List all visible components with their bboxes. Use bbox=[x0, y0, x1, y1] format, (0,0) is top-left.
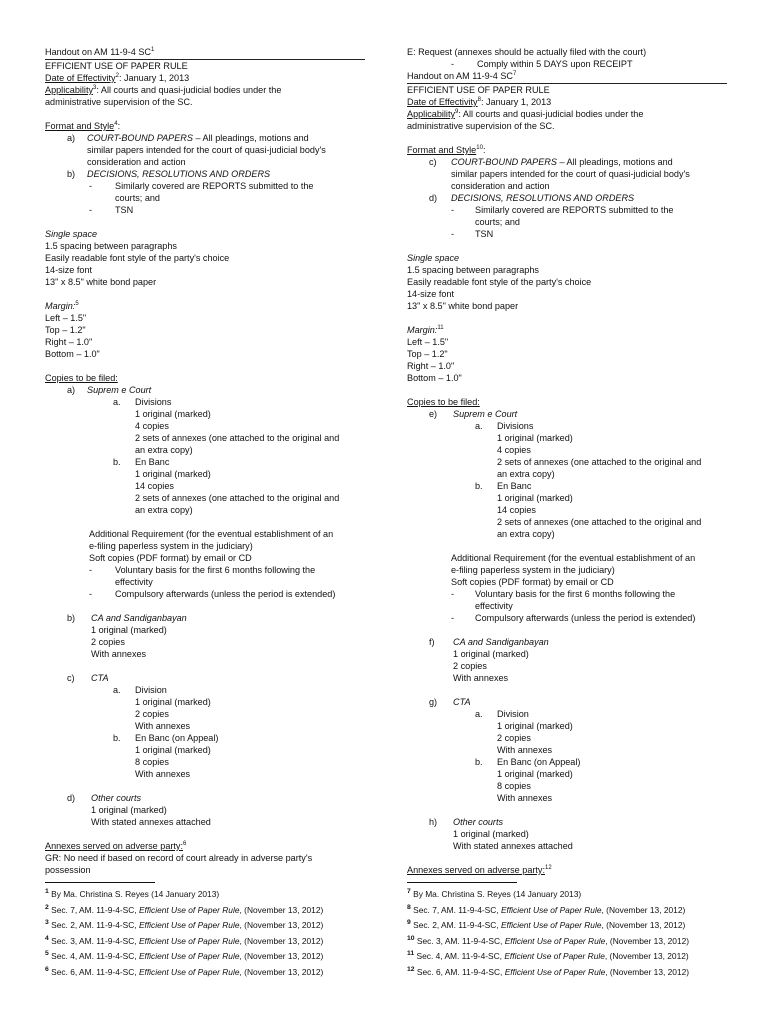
footnote-date: , (November 13, 2012) bbox=[604, 951, 689, 961]
applicability-line: Applicability$^9$: All courts and quasi-judicial bodies under the bbox=[407, 108, 644, 119]
single-space-heading: Single space bbox=[45, 229, 98, 239]
bullet-item: - TSN bbox=[89, 205, 134, 215]
detail-line: 2 sets of annexes (one attached to the original and bbox=[135, 493, 340, 503]
footnote-text: Sec. 4, AM. 11-9-4-SC, bbox=[51, 951, 139, 961]
format-rule: 13" x 8.5" white bond paper bbox=[45, 277, 157, 287]
bullet-item-cont: effectivity bbox=[115, 577, 153, 587]
detail-line: 1 original (marked) bbox=[91, 625, 167, 635]
footnote-number: 4 bbox=[45, 934, 49, 942]
footnote-text: Sec. 6, AM. 11-9-4-SC, bbox=[416, 966, 505, 977]
footnote-text: Sec. 3, AM. 11-9-4-SC, bbox=[416, 935, 505, 946]
footnote-separator bbox=[407, 882, 517, 883]
footnote-ref: 6 bbox=[183, 840, 187, 847]
detail-line: With annexes bbox=[91, 649, 147, 659]
bullet-item: - Voluntary basis for the first 6 months following the bbox=[451, 589, 676, 599]
detail-line: an extra copy) bbox=[497, 469, 555, 479]
effectivity-line: Date of Effectivity$^2$: January 1, 2013 bbox=[45, 72, 190, 83]
footnote-title: Efficient Use of Paper Rule bbox=[138, 904, 240, 915]
right-column bbox=[407, 46, 727, 980]
left-column bbox=[45, 46, 365, 980]
format-item-a: a) COURT-BOUND PAPERS – All pleadings, motions and bbox=[67, 133, 309, 143]
sub-item: a. Divisions bbox=[113, 397, 172, 407]
detail-line: 2 sets of annexes (one attached to the original and bbox=[135, 433, 340, 443]
applicability-line-2: administrative supervision of the SC. bbox=[407, 121, 555, 131]
footnote-ref: 11 bbox=[437, 324, 444, 331]
single-space-heading: Single space bbox=[407, 253, 460, 263]
footnote bbox=[45, 949, 365, 965]
footnote-text: Sec. 7, AM. 11-9-4-SC, bbox=[51, 904, 139, 915]
bullet-item-cont: courts; and bbox=[475, 217, 520, 227]
format-item-b: b) DECISIONS, RESOLUTIONS AND ORDERS bbox=[67, 169, 271, 179]
footnote-date: , (November 13, 2012) bbox=[601, 920, 686, 930]
footnote-title: Efficient Use of Paper Rule bbox=[504, 966, 606, 977]
footnotes bbox=[407, 887, 727, 980]
copies-heading: Copies to be filed: bbox=[407, 397, 480, 407]
format-rule: 13" x 8.5" white bond paper bbox=[407, 301, 519, 311]
footnote-ref: 1 bbox=[151, 46, 155, 53]
detail-line: an extra copy) bbox=[135, 445, 193, 455]
footnote-number: 9 bbox=[407, 919, 411, 927]
court-item: g) CTA bbox=[429, 697, 471, 707]
detail-line: 14 copies bbox=[135, 481, 174, 491]
sub-item: a. Division bbox=[475, 709, 529, 719]
detail-line: 14 copies bbox=[497, 505, 536, 515]
footnote bbox=[407, 887, 727, 903]
footnote-title: Efficient Use of Paper Rule bbox=[138, 920, 240, 930]
footnote-title: Efficient Use of Paper Rule bbox=[504, 951, 605, 961]
footnote-date: , (November 13, 2012) bbox=[239, 920, 324, 930]
footnote bbox=[45, 918, 365, 934]
detail-line: 1 original (marked) bbox=[453, 829, 529, 839]
footnote-number: 8 bbox=[407, 903, 411, 911]
detail-line: With annexes bbox=[135, 721, 191, 731]
footnote-text: Sec. 2, AM. 11-9-4-SC, bbox=[51, 920, 139, 930]
footnote bbox=[45, 887, 365, 903]
court-item: h) Other courts bbox=[429, 817, 504, 827]
court-item: e) Suprem e Court bbox=[429, 409, 518, 419]
footnote bbox=[407, 965, 727, 981]
applicability-line-2: administrative supervision of the SC. bbox=[45, 97, 193, 107]
detail-line: an extra copy) bbox=[497, 529, 555, 539]
footnote-number: 2 bbox=[45, 903, 49, 911]
format-rule: 1.5 spacing between paragraphs bbox=[45, 241, 177, 251]
footnote-date: , (November 13, 2012) bbox=[239, 951, 324, 961]
additional-requirement: e-filing paperless system in the judiciary) bbox=[89, 541, 253, 551]
general-rule: GR: No need if based on record of court already in adverse party's bbox=[45, 853, 313, 863]
detail-line: 2 copies bbox=[497, 733, 531, 743]
format-rule: 1.5 spacing between paragraphs bbox=[407, 265, 539, 275]
applicability-line: Applicability$^3$: All courts and quasi-judicial bodies under the bbox=[45, 84, 282, 95]
footnote-number: 6 bbox=[45, 965, 49, 973]
format-heading: Format and Style$^{10}$: bbox=[407, 144, 486, 155]
margin-heading: Margin:$^{11}$ bbox=[407, 324, 444, 335]
footnote-ref: 10 bbox=[476, 144, 483, 151]
footnote-number: 3 bbox=[45, 919, 49, 927]
effectivity-label: Date of Effectivity bbox=[45, 73, 116, 83]
detail-line: 1 original (marked) bbox=[135, 697, 211, 707]
footnote-title: Efficient Use of Paper Rule bbox=[138, 951, 240, 961]
annex-heading: Annexes served on adverse party:$^6$ bbox=[45, 840, 187, 851]
court-item: c) CTA bbox=[67, 673, 109, 683]
document-title: EFFICIENT USE OF PAPER RULE bbox=[407, 83, 727, 96]
copies-heading: Copies to be filed: bbox=[45, 373, 118, 383]
footnote bbox=[407, 949, 727, 965]
footnote-date: , (November 13, 2012) bbox=[605, 935, 690, 946]
bullet-item: - Similarly covered are REPORTS submitted to the bbox=[89, 181, 314, 191]
footnote-date: , (November 13, 2012) bbox=[239, 966, 324, 977]
bullet-item: - Compulsory afterwards (unless the period is extended) bbox=[89, 589, 336, 599]
footnote-number: 11 bbox=[407, 950, 415, 958]
footnote-number: 7 bbox=[407, 888, 411, 896]
footnote-separator bbox=[45, 882, 155, 883]
court-item: f) CA and Sandiganbayan bbox=[429, 637, 549, 647]
detail-line: With annexes bbox=[497, 793, 553, 803]
detail-line: With annexes bbox=[135, 769, 191, 779]
footnote-date: , (November 13, 2012) bbox=[239, 904, 324, 915]
detail-line: 1 original (marked) bbox=[135, 409, 211, 419]
footnote-text: By Ma. Christina S. Reyes (14 January 2013) bbox=[413, 889, 582, 899]
footnote-ref: 12 bbox=[545, 864, 552, 871]
detail-line: 8 copies bbox=[135, 757, 169, 767]
detail-line: 1 original (marked) bbox=[497, 493, 573, 503]
sub-item: a. Divisions bbox=[475, 421, 534, 431]
court-item: b) CA and Sandiganbayan bbox=[67, 613, 187, 623]
footnote-text: Sec. 3, AM. 11-9-4-SC, bbox=[51, 935, 139, 946]
footnote-date: , (November 13, 2012) bbox=[601, 904, 686, 915]
format-rule: Easily readable font style of the party's choice bbox=[407, 277, 592, 287]
bullet-item: - Compulsory afterwards (unless the period is extended) bbox=[451, 613, 696, 623]
detail-line: With annexes bbox=[497, 745, 553, 755]
margin-heading: Margin:$^5$ bbox=[45, 300, 79, 311]
court-item: d) Other courts bbox=[67, 793, 142, 803]
margin-value: Left – 1.5" bbox=[407, 337, 449, 347]
detail-line: 8 copies bbox=[497, 781, 531, 791]
detail-line: 2 copies bbox=[135, 709, 169, 719]
format-item-a-line: consideration and action bbox=[87, 157, 186, 167]
footnote-text: By Ma. Christina S. Reyes (14 January 2013) bbox=[51, 889, 220, 899]
detail-line: 4 copies bbox=[135, 421, 169, 431]
annex-heading: Annexes served on adverse party:$^{12}$ bbox=[407, 864, 552, 875]
detail-line: 1 original (marked) bbox=[135, 745, 211, 755]
footnote-number: 1 bbox=[45, 888, 49, 896]
footnote-number: 5 bbox=[45, 950, 49, 958]
footnote-ref: 2 bbox=[115, 72, 119, 79]
footnote-ref: 9 bbox=[455, 108, 459, 115]
detail-line: 1 original (marked) bbox=[497, 721, 573, 731]
footnote-number: 10 bbox=[407, 934, 415, 942]
detail-line: 2 sets of annexes (one attached to the original and bbox=[497, 457, 702, 467]
bullet-item: - Similarly covered are REPORTS submitted to the bbox=[451, 205, 674, 215]
detail-line: With stated annexes attached bbox=[91, 817, 211, 827]
detail-line: 1 original (marked) bbox=[135, 469, 211, 479]
additional-requirement: Additional Requirement (for the eventual establishment of an bbox=[451, 553, 696, 563]
margin-value: Top – 1.2" bbox=[407, 349, 448, 359]
margin-value: Bottom – 1.0" bbox=[407, 373, 462, 383]
detail-line: 2 sets of annexes (one attached to the original and bbox=[497, 517, 702, 527]
sub-item: b. En Banc (on Appeal) bbox=[475, 757, 581, 767]
effectivity-line: Date of Effectivity$^8$: January 1, 2013 bbox=[407, 96, 552, 107]
additional-requirement: e-filing paperless system in the judiciary) bbox=[451, 565, 615, 575]
sub-item: b. En Banc bbox=[113, 457, 170, 467]
footnote-title: Efficient Use of Paper Rule bbox=[504, 935, 606, 946]
footnote-text: Sec. 6, AM. 11-9-4-SC, bbox=[51, 966, 139, 977]
footnote-ref: 3 bbox=[93, 84, 97, 91]
detail-line: 4 copies bbox=[497, 445, 531, 455]
detail-line: 1 original (marked) bbox=[497, 769, 573, 779]
bullet-item-cont: courts; and bbox=[115, 193, 160, 203]
bullet-item: - Comply within 5 DAYS upon RECEIPT bbox=[451, 59, 633, 69]
document-title: EFFICIENT USE OF PAPER RULE bbox=[45, 59, 365, 72]
footnote-text: Sec. 7, AM. 11-9-4-SC, bbox=[413, 904, 501, 915]
detail-line: an extra copy) bbox=[135, 505, 193, 515]
footnote bbox=[45, 934, 365, 950]
margin-value: Right – 1.0" bbox=[407, 361, 455, 371]
footnote-title: Efficient Use of Paper Rule bbox=[500, 904, 602, 915]
margin-value: Left – 1.5" bbox=[45, 313, 87, 323]
detail-line: 1 original (marked) bbox=[453, 649, 529, 659]
sub-item: b. En Banc bbox=[475, 481, 532, 491]
format-item-line: consideration and action bbox=[451, 181, 550, 191]
detail-line: 1 original (marked) bbox=[497, 433, 573, 443]
additional-requirement: Additional Requirement (for the eventual establishment of an bbox=[89, 529, 334, 539]
format-item-d: d) DECISIONS, RESOLUTIONS AND ORDERS bbox=[429, 193, 635, 203]
footnote bbox=[45, 903, 365, 919]
footnote-text: Sec. 4, AM. 11-9-4-SC, bbox=[416, 951, 505, 961]
footnote-date: , (November 13, 2012) bbox=[605, 966, 690, 977]
footnote-date: , (November 13, 2012) bbox=[239, 935, 324, 946]
footnote bbox=[45, 965, 365, 981]
footnote-number: 12 bbox=[407, 965, 415, 973]
footnote bbox=[407, 903, 727, 919]
footnote bbox=[407, 918, 727, 934]
format-rule: 14-size font bbox=[45, 265, 93, 275]
applicability-label: Applicability bbox=[45, 85, 94, 95]
footnotes bbox=[45, 887, 365, 980]
footnote-title: Efficient Use of Paper Rule bbox=[138, 966, 240, 977]
handout-header: Handout on AM 11-9-4 $SC^7$ bbox=[407, 70, 517, 81]
exception-request: E: Request (annexes should be actually filed with the court) bbox=[407, 47, 647, 57]
court-item: a) Suprem e Court bbox=[67, 385, 152, 395]
detail-line: With annexes bbox=[453, 673, 509, 683]
footnote-ref: 4 bbox=[114, 120, 118, 127]
bullet-item: - TSN bbox=[451, 229, 494, 239]
detail-line: With stated annexes attached bbox=[453, 841, 573, 851]
handout-header: Handout on AM 11-9-4 $SC^1$ bbox=[45, 46, 155, 57]
footnote-ref: 5 bbox=[75, 300, 79, 307]
format-rule: Easily readable font style of the party's choice bbox=[45, 253, 230, 263]
additional-requirement: Soft copies (PDF format) by email or CD bbox=[89, 553, 252, 563]
sub-item: b. En Banc (on Appeal) bbox=[113, 733, 219, 743]
format-rule: 14-size font bbox=[407, 289, 455, 299]
detail-line: 1 original (marked) bbox=[91, 805, 167, 815]
footnote-text: Sec. 2, AM. 11-9-4-SC, bbox=[413, 920, 501, 930]
detail-line: 2 copies bbox=[453, 661, 487, 671]
detail-line: 2 copies bbox=[91, 637, 125, 647]
additional-requirement: Soft copies (PDF format) by email or CD bbox=[451, 577, 614, 587]
margin-value: Right – 1.0" bbox=[45, 337, 93, 347]
format-item-c: c) COURT-BOUND PAPERS – All pleadings, motions and bbox=[429, 157, 673, 167]
sub-item: a. Division bbox=[113, 685, 167, 695]
footnote-title: Efficient Use of Paper Rule bbox=[500, 920, 602, 930]
bullet-item: - Voluntary basis for the first 6 months following the bbox=[89, 565, 316, 575]
format-item-a-line: similar papers intended for the court of quasi-judicial body's bbox=[87, 145, 326, 155]
bullet-item-cont: effectivity bbox=[475, 601, 513, 611]
footnote-title: Efficient Use of Paper Rule bbox=[138, 935, 240, 946]
footnote-ref: 8 bbox=[477, 96, 481, 103]
footnote-ref: 7 bbox=[513, 70, 517, 77]
margin-value: Bottom – 1.0" bbox=[45, 349, 100, 359]
format-heading: Format and Style$^4$: bbox=[45, 120, 121, 131]
footnote bbox=[407, 934, 727, 950]
margin-value: Top – 1.2" bbox=[45, 325, 86, 335]
general-rule: possession bbox=[45, 865, 91, 875]
format-item-line: similar papers intended for the court of quasi-judicial body's bbox=[451, 169, 690, 179]
